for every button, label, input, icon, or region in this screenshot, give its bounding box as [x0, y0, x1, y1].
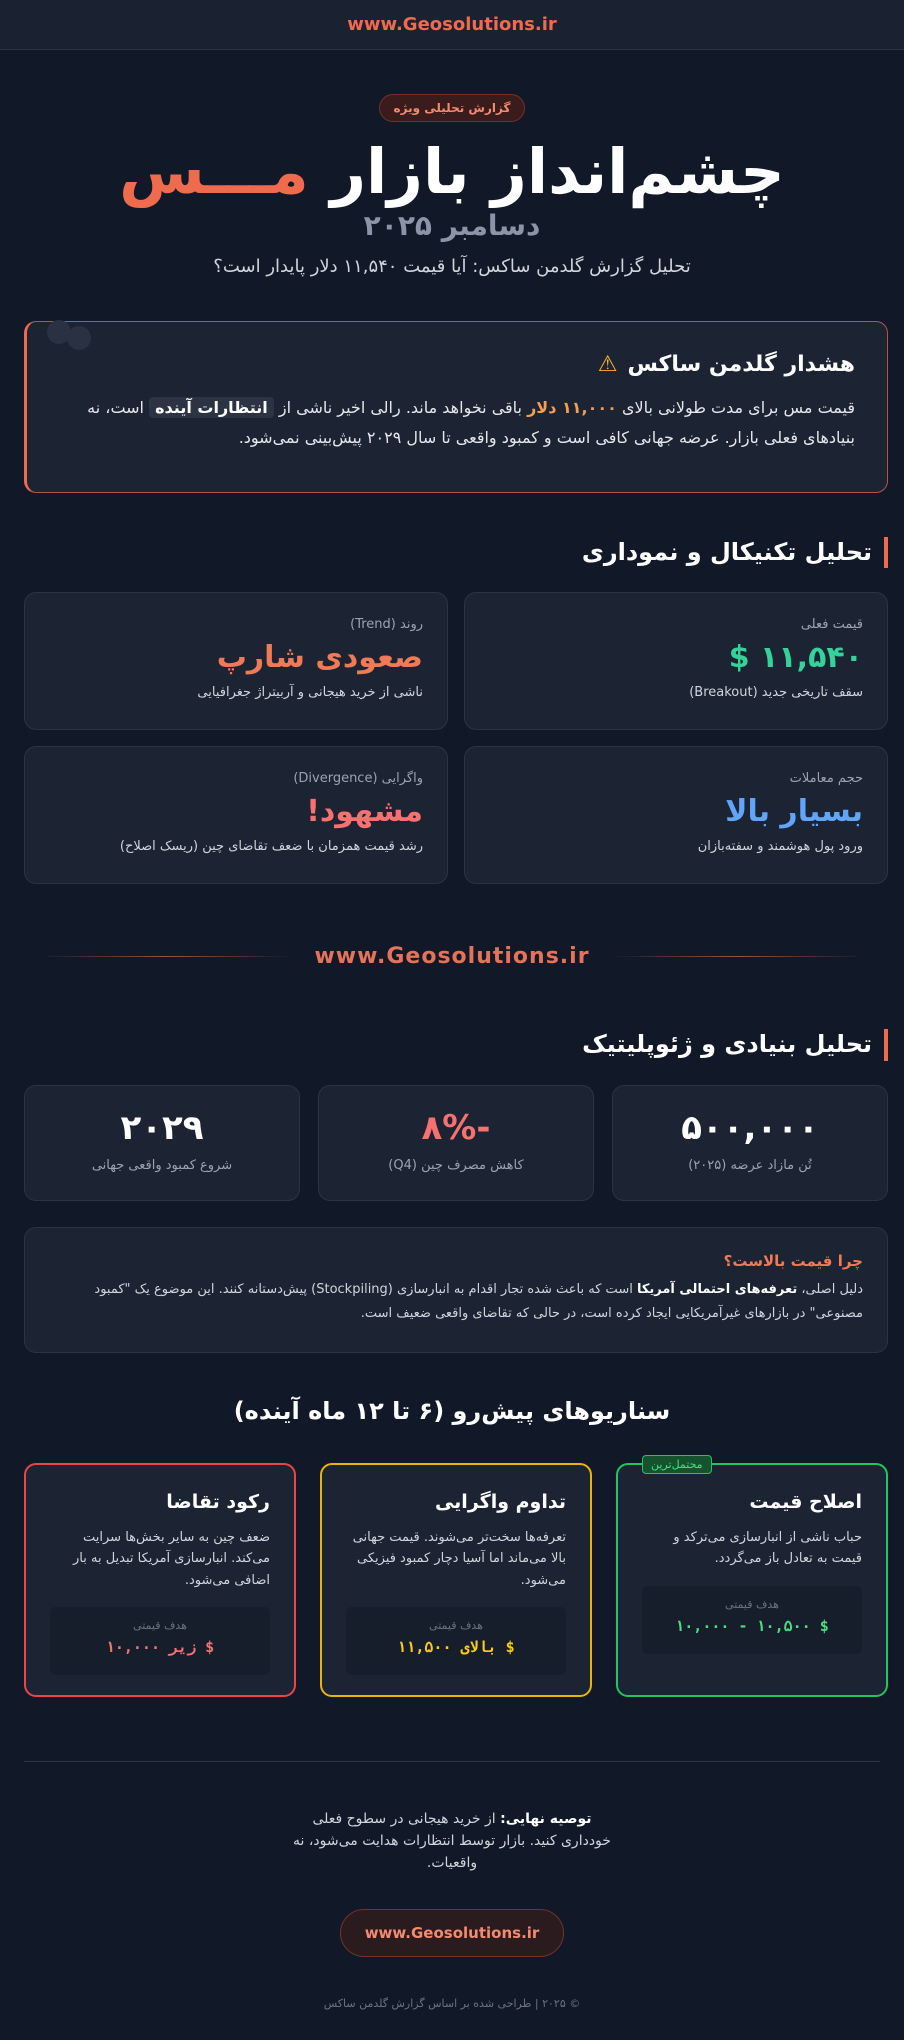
stat-surplus: ۵۰۰,۰۰۰ تُن مازاد عرضه (۲۰۲۵) [612, 1085, 888, 1201]
footer [0, 1808, 904, 2040]
technical-title: تحلیل تکنیکال و نموداری [0, 537, 888, 568]
divergence-value: مشهود! [306, 794, 423, 830]
trend-value: صعودی شارپ [216, 640, 423, 676]
stat-cards [24, 1085, 888, 1201]
price-target: هدف قیمتی $ ۱۰,۵۰۰ - ۱۰,۰۰۰ [642, 1586, 862, 1654]
price-target: هدف قیمتی $ زیر ۱۰,۰۰۰ [50, 1607, 270, 1675]
report-badge: گزارش تحلیلی ویژه [379, 94, 526, 122]
volume-value: بسیار بالا [725, 794, 863, 830]
why-text: دلیل اصلی، تعرفه‌های احتمالی آمریکا است که باعث شده تجار اقدام به انبارسازی (Stockpiling) پیش‌دستانه کنند. این موضوع یک "کمبود مصنوعی" در بازارهای غیرآمریکایی ایجاد کرده است، در حالی که تقاضای واقعی ضعیف است. [94, 1281, 863, 1321]
fundamental-section [0, 1029, 904, 1352]
stat-shortage-year: ۲۰۲۹ شروع کمبود واقعی جهانی [24, 1085, 300, 1201]
scenarios-section [0, 1397, 904, 1697]
warning-text: قیمت مس برای مدت طولانی بالای ۱۱,۰۰۰ دلار باقی نخواهد ماند. رالی اخیر ناشی از انتظارات آینده است، نه بنیادهای فعلی بازار. عرضه جهانی کافی است و کمبود واقعی تا سال ۲۰۲۹ پیش‌بینی نمی‌شود. [87, 398, 855, 447]
card-volume: حجم معاملات بسیار بالا ورود پول هوشمند و سفته‌بازان [464, 746, 888, 884]
scenario-divergence: تداوم واگرایی تعرفه‌ها سخت‌تر می‌شوند. قیمت جهانی بالا می‌ماند اما آسیا دچار کمبود فیزیکی می‌شود. هدف قیمتی $ بالای ۱۱,۵۰۰ [320, 1463, 592, 1697]
scenarios-title: سناریوهای پیش‌رو (۶ تا ۱۲ ماه آینده) [233, 1396, 671, 1425]
highlight-price: ۱۱,۰۰۰ دلار [527, 398, 617, 418]
warning-triangle-icon: ⚠ [597, 352, 618, 378]
decorative-dots [37, 322, 97, 352]
site-cta-button[interactable]: www.Geosolutions.ir [340, 1909, 565, 1957]
scenario-correction: محتمل‌ترین اصلاح قیمت حباب ناشی از انبارسازی می‌ترکد و قیمت به تعادل باز می‌گردد. هدف قیمتی $ ۱۰,۵۰۰ - ۱۰,۰۰۰ [616, 1463, 888, 1697]
warning-box [24, 321, 888, 493]
scenario-recession: رکود تقاضا ضعف چین به سایر بخش‌ها سرایت می‌کند. انبارسازی آمریکا تبدیل به بار اضافی می‌شود. هدف قیمتی $ زیر ۱۰,۰۰۰ [24, 1463, 296, 1697]
fundamental-title: تحلیل بنیادی و ژئوپلیتیک [0, 1029, 888, 1060]
technical-cards [24, 592, 888, 884]
divider-site-link[interactable]: www.Geosolutions.ir [314, 944, 590, 970]
top-bar [0, 0, 904, 50]
most-likely-badge: محتمل‌ترین [642, 1455, 712, 1474]
technical-section [0, 537, 904, 884]
card-divergence: واگرایی (Divergence) مشهود! رشد قیمت همزمان با ضعف تقاضای چین (ریسک اصلاح) [24, 746, 448, 884]
highlight-expectations: انتظارات آینده [149, 397, 274, 418]
footer-divider [24, 1761, 880, 1762]
stat-china-consumption: -۸% کاهش مصرف چین (Q4) [318, 1085, 594, 1201]
page-subtitle: تحلیل گزارش گلدمن ساکس: آیا قیمت ۱۱,۵۴۰ دلار پایدار است؟ [213, 256, 691, 278]
card-current-price: قیمت فعلی ۱۱,۵۴۰ $ سقف تاریخی جدید (Breakout) [464, 592, 888, 730]
warning-title: هشدار گلدمن ساکس [627, 352, 855, 378]
scenario-cards [24, 1457, 888, 1697]
page-title [0, 136, 904, 207]
copyright: © ۲۰۲۵ | طراحی شده بر اساس گزارش گلدمن ساکس [323, 1996, 581, 2010]
current-price-value: ۱۱,۵۴۰ $ [728, 640, 863, 676]
hero [0, 50, 904, 277]
warning-title-row [59, 352, 855, 377]
site-link[interactable]: www.Geosolutions.ir [347, 14, 557, 35]
report-date: دسامبر ۲۰۲۵ [363, 209, 541, 243]
title-main: چشم‌انداز بازار [308, 135, 785, 208]
card-trend: روند (Trend) صعودی شارپ ناشی از خرید هیجانی و آربیتراژ جغرافیایی [24, 592, 448, 730]
title-accent: مـــس [119, 135, 309, 208]
site-divider [40, 944, 864, 969]
final-recommendation: توصیه نهایی: از خرید هیجانی در سطوح فعلی خودداری کنید. بازار توسط انتظارات هدایت می‌شود، نه واقعیات. [293, 1810, 611, 1872]
why-title: چرا قیمت بالاست؟ [723, 1251, 863, 1270]
price-target: هدف قیمتی $ بالای ۱۱,۵۰۰ [346, 1607, 566, 1675]
why-price-high-box [24, 1227, 888, 1353]
